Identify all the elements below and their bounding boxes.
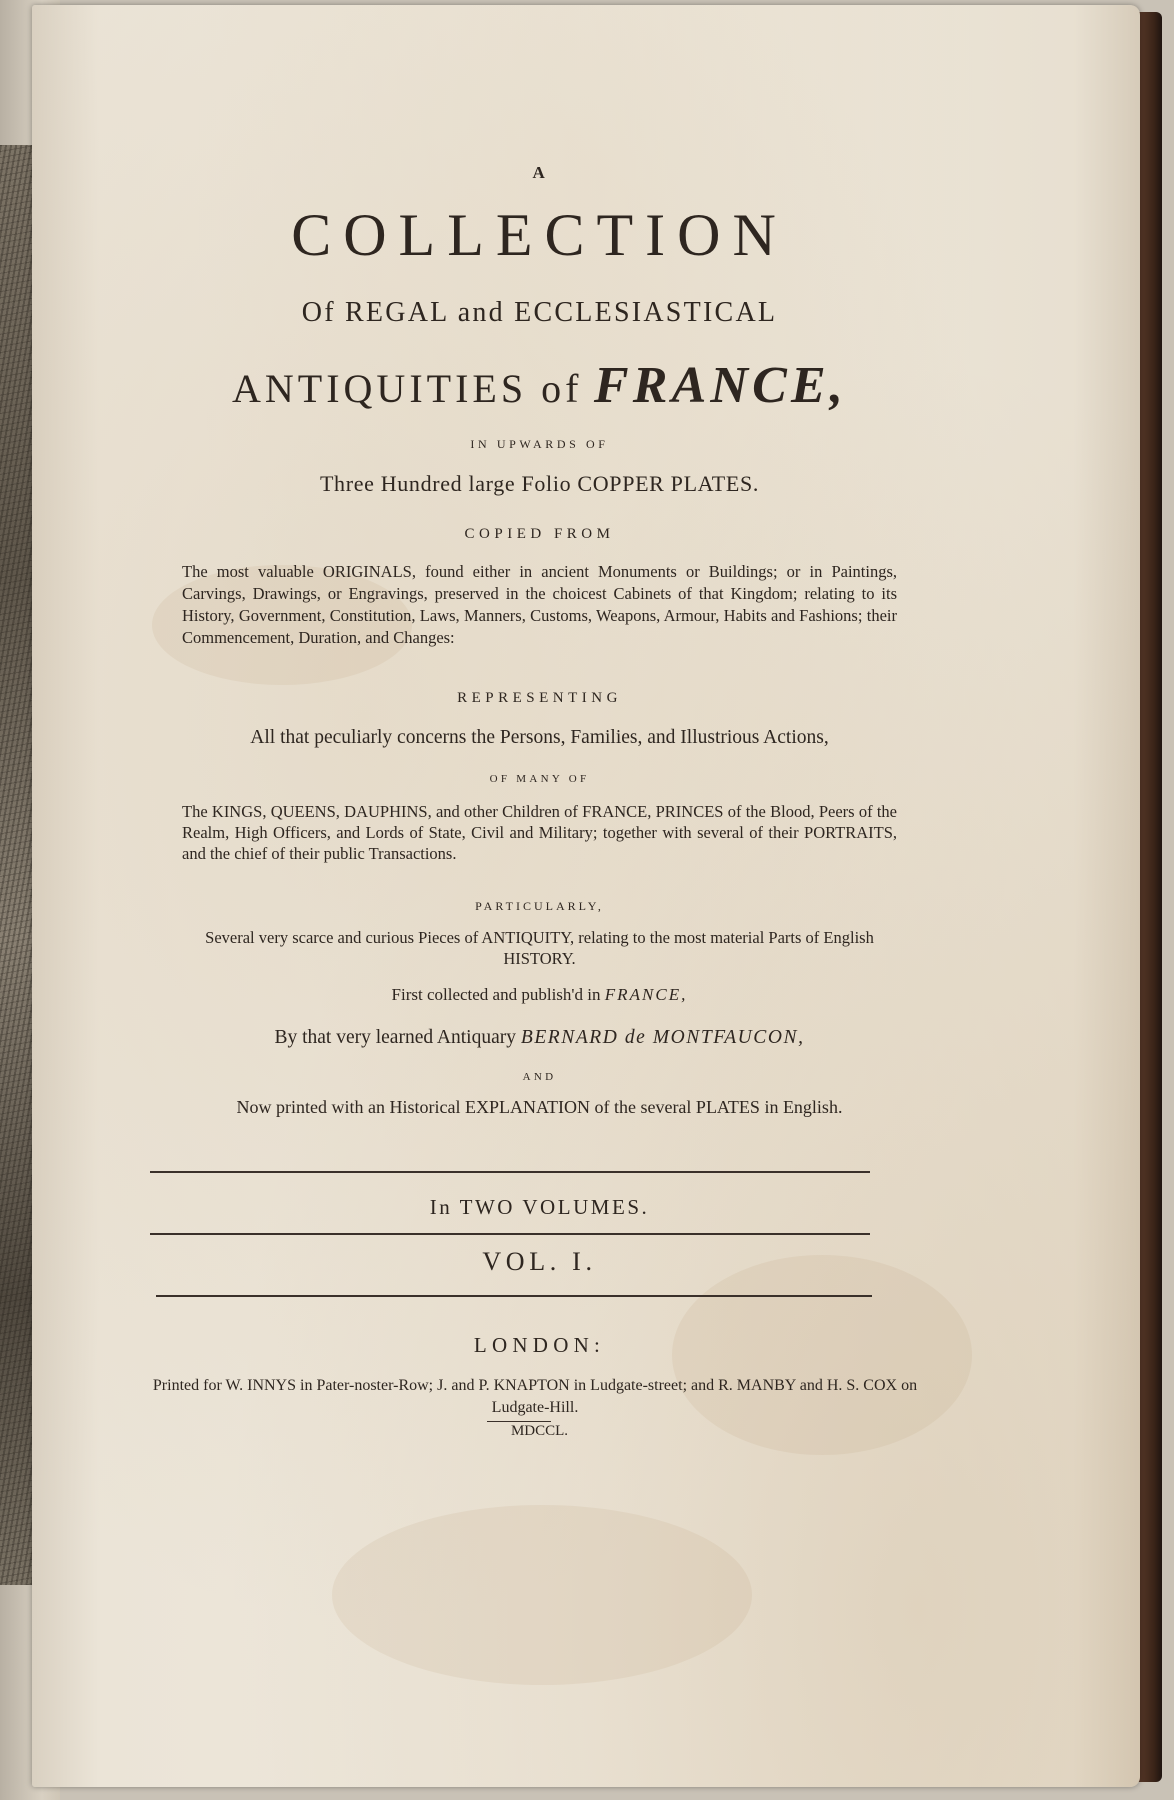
title-subtitle: Of REGAL and ECCLESIASTICAL	[301, 297, 778, 328]
title-collection: COLLECTION	[291, 202, 788, 268]
by-that-line	[182, 1027, 897, 1049]
volumes-line: In TWO VOLUMES.	[429, 1195, 650, 1219]
paper-stain	[332, 1505, 752, 1685]
title-article: A	[532, 163, 547, 182]
title-page	[32, 5, 1140, 1787]
originals-paragraph: The most valuable ORIGINALS, found either in ancient Monuments or Buildings; or in Paintings, Carvings, Drawings, or Engravings, preserved in the choicest Cabinets of that Kingdom; relating to its History, Government, Constitution, Laws, Manners, Customs, Weapons, Armour, Habits and Fashions; their Commencement, Duration, and Changes:	[182, 562, 897, 647]
particularly: PARTICULARLY,	[475, 899, 604, 913]
of-many-of: OF MANY OF	[489, 773, 590, 785]
vol-line: VOL. I.	[482, 1247, 597, 1276]
imprint-printers: Printed for W. INNYS in Pater-noster-Row; J. and P. KNAPTON in Ludgate-street; and R. MANBY and H. S. COX on Ludgate-Hill.	[152, 1377, 918, 1416]
plates-line: Three Hundred large Folio COPPER PLATES.	[319, 471, 760, 496]
kings-paragraph: The KINGS, QUEENS, DAUPHINS, and other Children of FRANCE, PRINCES of the Blood, Peers of the Realm, High Officers, and Lords of State, Civil and Military; together with several of their PORTRAITS, and the chief of their public Transactions.	[182, 802, 897, 863]
rule-middle	[150, 1233, 870, 1235]
by-that: By that very learned Antiquary	[274, 1027, 516, 1048]
representing: REPRESENTING	[457, 690, 622, 706]
title-france: FRANCE,	[593, 357, 847, 414]
first-collected-line	[182, 985, 897, 1005]
title-antiquities: ANTIQUITIES of	[232, 366, 583, 411]
now-printed-paragraph: Now printed with an Historical EXPLANATION of the several PLATES in English.	[236, 1097, 843, 1117]
title-antiquities-line	[182, 357, 897, 414]
all-that-line: All that peculiarly concerns the Persons, Families, and Illustrious Actions,	[250, 727, 829, 748]
copied-from: COPIED FROM	[464, 526, 615, 542]
and-line: AND	[522, 1071, 557, 1083]
first-collected-place: FRANCE,	[604, 985, 688, 1004]
imprint-city: LONDON:	[473, 1333, 606, 1357]
date-rule	[487, 1421, 551, 1422]
in-upwards: IN UPWARDS OF	[470, 437, 609, 451]
first-collected: First collected and publish'd in	[391, 985, 601, 1004]
author-name: BERNARD de MONTFAUCON,	[520, 1027, 805, 1048]
several-paragraph: Several very scarce and curious Pieces of ANTIQUITY, relating to the most material Parts of English HISTORY.	[205, 928, 874, 968]
rule-bottom	[156, 1295, 872, 1297]
rule-top	[150, 1171, 870, 1173]
imprint-date: MDCCL.	[510, 1423, 569, 1439]
